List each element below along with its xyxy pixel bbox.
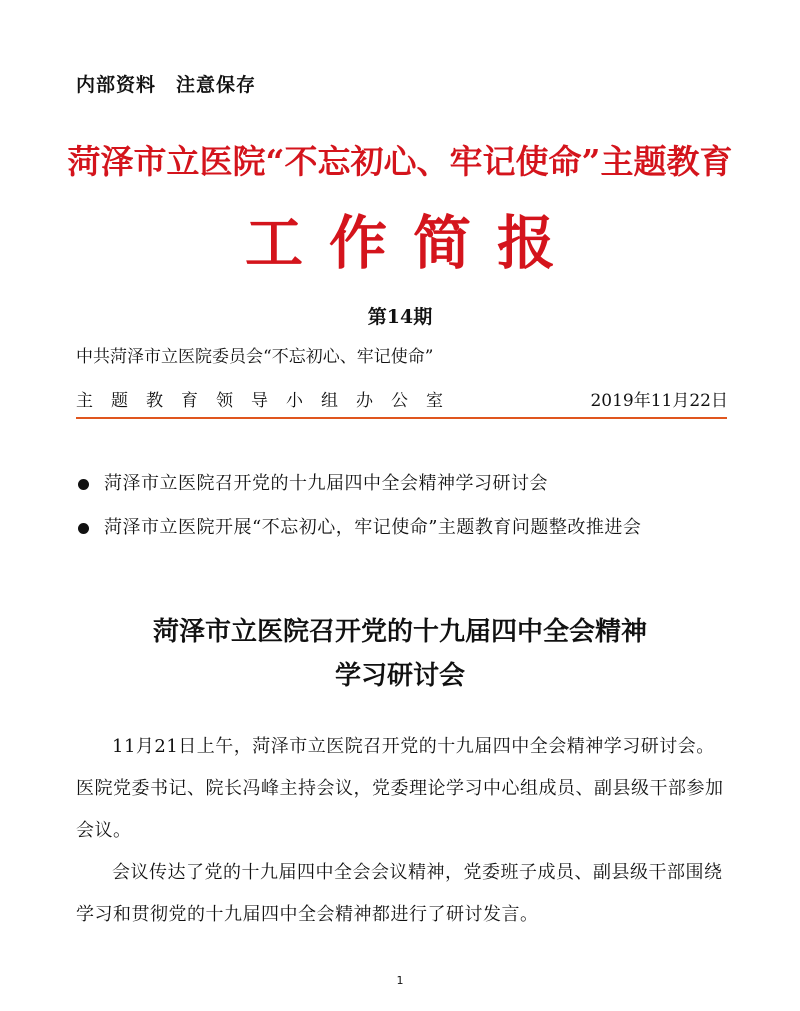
banner-subtitle: 工作简报 (244, 209, 581, 277)
article-body (76, 726, 731, 936)
issue-number: 第14期 (367, 306, 433, 328)
article-title-line-2: 学习研讨会 (334, 661, 465, 691)
article-paragraph: 会议传达了党的十九届四中全会会议精神，党委班子成员、副县级干部围绕学习和贯彻党的十九届四中全会精神都进行了研讨发言。 (76, 862, 723, 925)
header-divider (76, 417, 727, 419)
bullet-icon (78, 479, 89, 490)
toc-item[interactable] (76, 506, 736, 550)
toc-item[interactable] (76, 462, 736, 506)
table-of-contents (76, 462, 736, 550)
issue-date: 2019年11月22日 (590, 391, 728, 411)
org-line-2: 主题教育领导小组办公室 (76, 391, 461, 411)
bullet-icon (78, 523, 89, 534)
org-line-1: 中共菏泽市立医院委员会“不忘初心、牢记使命” (76, 347, 434, 367)
toc-item-text: 菏泽市立医院开展“不忘初心，牢记使命”主题教育问题整改推进会 (104, 517, 642, 538)
toc-item-text: 菏泽市立医院召开党的十九届四中全会精神学习研讨会 (104, 473, 548, 494)
article-title-line-1: 菏泽市立医院召开党的十九届四中全会精神 (152, 617, 647, 647)
article-paragraph: 11月21日上午，菏泽市立医院召开党的十九届四中全会精神学习研讨会。医院党委书记、院长冯峰主持会议，党委理论学习中心组成员、副县级干部参加会议。 (76, 736, 724, 841)
banner-title: 菏泽市立医院“不忘初心、牢记使命”主题教育 (67, 142, 733, 181)
confidential-label: 内部资料 注意保存 (76, 74, 257, 96)
page-number: 1 (396, 974, 404, 987)
article-title (0, 610, 800, 698)
